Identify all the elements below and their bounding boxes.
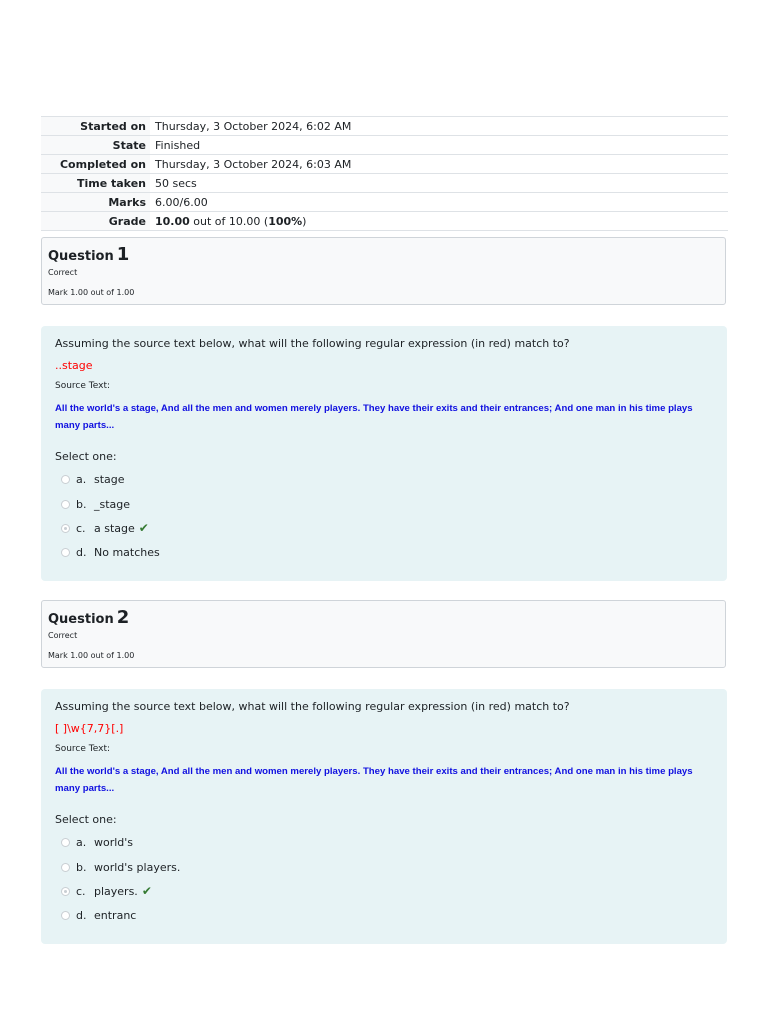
option-a[interactable] [61,472,125,486]
option-c[interactable] [61,521,149,535]
question-text: Assuming the source text below, what will the following regular expression (in red) match to? [55,337,570,350]
option-letter: c. [76,521,86,535]
summary-value: Thursday, 3 October 2024, 6:02 AM [150,117,728,136]
summary-row-started [41,117,728,136]
grade-percent: 100% [268,214,303,228]
question-number [48,244,129,265]
grade-out-of: out of 10.00 ( [189,214,269,228]
source-label: Source Text: [55,381,111,391]
select-prompt: Select one: [55,450,117,463]
option-letter: d. [76,908,87,922]
option-d[interactable] [61,545,160,559]
summary-row-time [41,174,728,193]
radio-icon[interactable] [61,548,70,557]
option-d[interactable] [61,908,136,922]
question-1-info [41,237,726,305]
summary-value: 6.00/6.00 [150,193,728,212]
summary-value: Thursday, 3 October 2024, 6:03 AM [150,155,728,174]
radio-icon[interactable] [61,524,70,533]
question-num: 2 [116,607,130,628]
summary-value [150,212,728,231]
question-2-content [41,689,727,944]
option-letter: a. [76,472,87,486]
regex-expression: [ ]\w{7,7}[.] [55,722,124,735]
question-text: Assuming the source text below, what will the following regular expression (in red) match to? [55,700,570,713]
option-text: _stage [94,497,131,511]
radio-icon[interactable] [61,887,70,896]
source-text: All the world's a stage, And all the men and women merely players. They have their exits and their entrances; And one man in his time plays many parts... [55,766,693,794]
option-letter: b. [76,860,87,874]
option-b[interactable] [61,497,130,511]
question-grade: Mark 1.00 out of 1.00 [48,288,135,297]
source-text: All the world's a stage, And all the men and women merely players. They have their exits and their entrances; And one man in his time plays many parts... [55,403,693,431]
grade-close: ) [302,214,307,228]
question-state: Correct [48,631,78,640]
attempt-summary-table [41,116,728,231]
regex-expression: ..stage [55,359,93,372]
option-letter: b. [76,497,87,511]
option-a[interactable] [61,835,133,849]
question-1-content [41,326,727,581]
select-prompt: Select one: [55,813,117,826]
source-label: Source Text: [55,744,111,754]
summary-key: Started on [41,117,150,136]
radio-icon[interactable] [61,838,70,847]
check-icon: ✔ [141,884,152,898]
question-label: Question [48,249,114,264]
summary-row-marks [41,193,728,212]
summary-key: Marks [41,193,150,212]
option-letter: c. [76,884,86,898]
summary-key: Completed on [41,155,150,174]
summary-key: Grade [41,212,150,231]
option-text: entranc [94,908,137,922]
question-label: Question [48,612,114,627]
option-letter: a. [76,835,87,849]
summary-row-completed [41,155,728,174]
option-text: world's [94,835,134,849]
summary-value: Finished [150,136,728,155]
question-num: 1 [116,244,130,265]
summary-key: State [41,136,150,155]
option-text: a stage [94,521,135,535]
summary-row-state [41,136,728,155]
radio-icon[interactable] [61,500,70,509]
option-b[interactable] [61,860,180,874]
question-state: Correct [48,268,78,277]
grade-score: 10.00 [155,214,190,228]
option-text: No matches [94,545,160,559]
radio-icon[interactable] [61,475,70,484]
option-text: stage [94,472,125,486]
option-text: world's players. [94,860,181,874]
radio-icon[interactable] [61,863,70,872]
question-grade: Mark 1.00 out of 1.00 [48,651,135,660]
question-2-info [41,600,726,668]
option-text: players. [94,884,138,898]
option-letter: d. [76,545,87,559]
check-icon: ✔ [138,521,149,535]
summary-row-grade [41,212,728,231]
summary-value: 50 secs [150,174,728,193]
summary-key: Time taken [41,174,150,193]
radio-icon[interactable] [61,911,70,920]
option-c[interactable] [61,884,152,898]
question-number [48,607,129,628]
